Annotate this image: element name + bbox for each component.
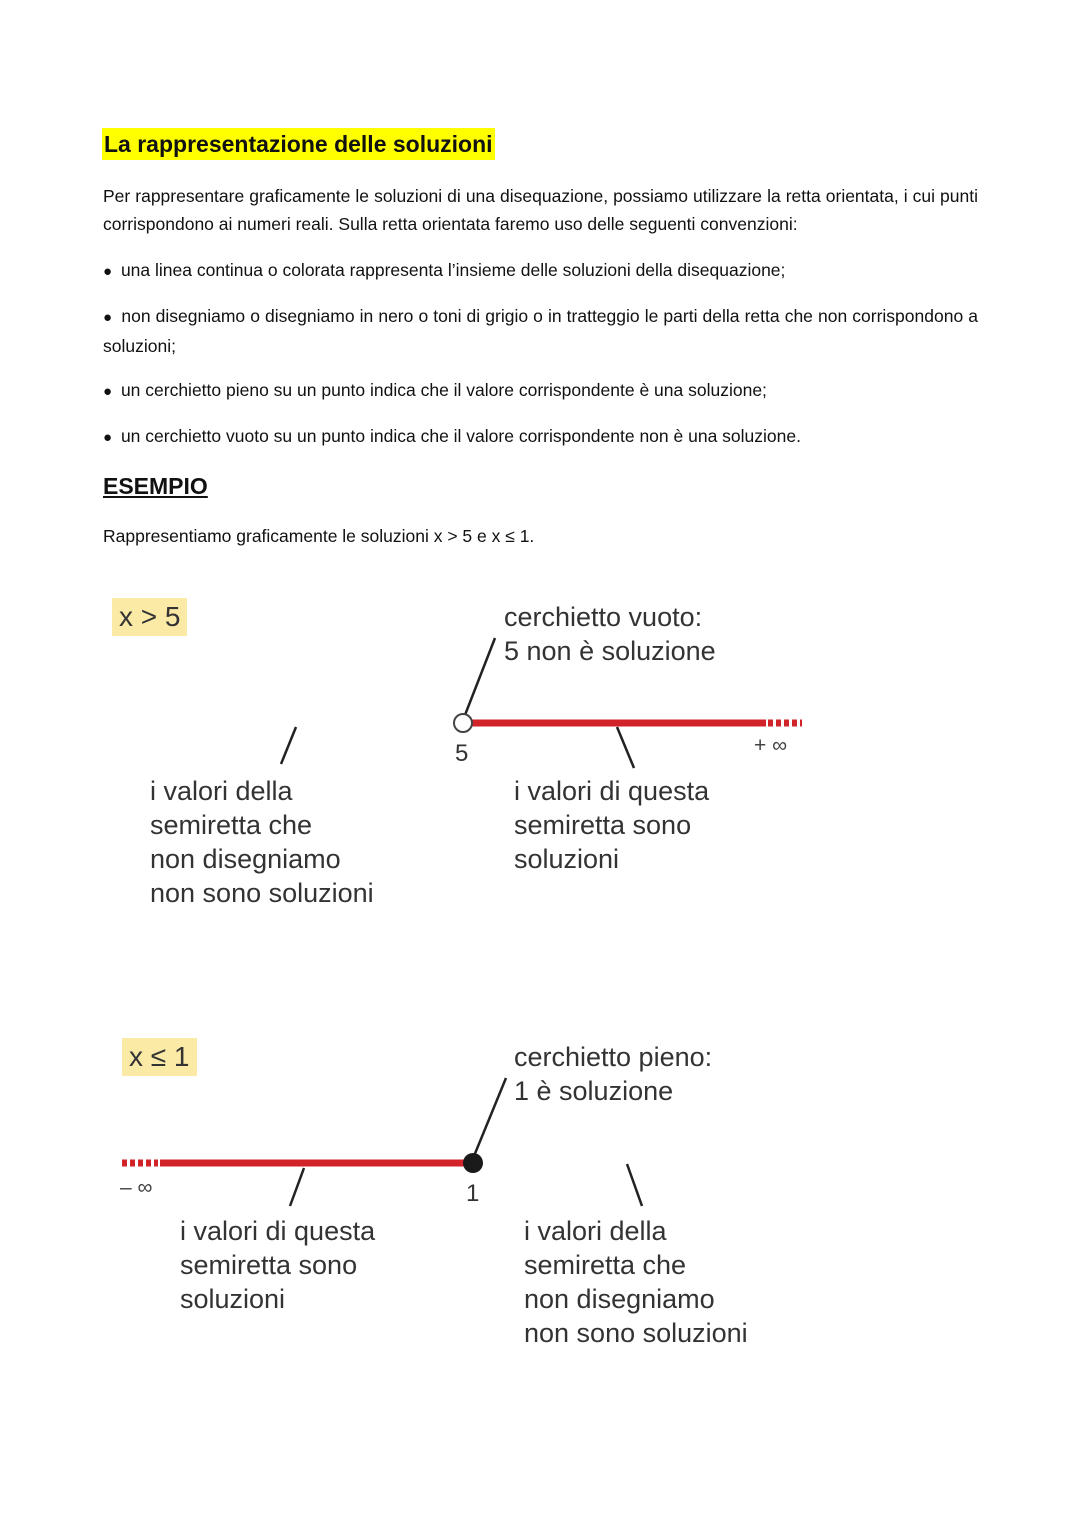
right-note-line: i valori della — [524, 1216, 667, 1246]
infinity-label: + ∞ — [754, 734, 788, 757]
left-note-line: non disegniamo — [150, 844, 341, 874]
circle-note — [514, 1040, 712, 1108]
filled-circle-icon — [463, 1153, 483, 1173]
pointer-line-right-note — [627, 1164, 642, 1206]
pointer-line-circle-note — [474, 1078, 506, 1156]
open-circle-icon — [454, 714, 472, 732]
bullet-icon: ● — [103, 309, 113, 326]
bullet-item — [103, 256, 978, 286]
page-title: La rappresentazione delle soluzioni — [102, 128, 495, 160]
right-note-line: i valori di questa — [514, 776, 710, 806]
circle-note-line: cerchietto pieno: — [514, 1042, 713, 1072]
pointer-line-circle-note — [465, 638, 495, 715]
left-note-line: i valori della — [150, 776, 293, 806]
left-note-line: non sono soluzioni — [150, 878, 374, 908]
right-note-line: non sono soluzioni — [524, 1318, 748, 1348]
bullet-text: una linea continua o colorata rappresenta l’insieme delle soluzioni della disequazione; — [120, 260, 786, 280]
left-note-line: i valori di questa — [180, 1216, 376, 1246]
section-title: ESEMPIO — [103, 473, 208, 499]
number-line-figure-2 — [0, 1030, 1080, 1370]
circle-note — [504, 600, 716, 668]
bullet-text: non disegniamo o disegniamo in nero o toni di grigio o in tratteggio le parti della retta che non corrispondono a soluzioni; — [103, 306, 978, 356]
right-note — [514, 774, 709, 876]
bullet-item — [103, 376, 978, 406]
left-note — [150, 774, 374, 910]
point-label: 1 — [466, 1180, 480, 1207]
bullet-text: un cerchietto pieno su un punto indica che il valore corrispondente è una soluzione; — [120, 380, 767, 400]
number-line-figure-1 — [0, 590, 1080, 930]
intro-paragraph: Per rappresentare graficamente le soluzioni di una disequazione, possiamo utilizzare la retta orientata, i cui punti corrispondono ai numeri reali. Sulla retta orientata faremo uso delle seguenti convenzioni: — [103, 186, 978, 234]
left-note — [180, 1214, 375, 1316]
inequality-tag: x ≤ 1 — [122, 1038, 197, 1076]
right-note-line: semiretta sono — [514, 810, 692, 840]
bullet-text: un cerchietto vuoto su un punto indica che il valore corrispondente non è una soluzione. — [120, 426, 801, 446]
right-note-line: non disegniamo — [524, 1284, 715, 1314]
left-note-line: soluzioni — [180, 1284, 286, 1314]
bullet-item — [103, 422, 978, 452]
bullet-icon: ● — [103, 263, 113, 280]
left-note-line: semiretta che — [150, 810, 313, 840]
circle-note-line: 1 è soluzione — [514, 1076, 674, 1106]
circle-note-line: 5 non è soluzione — [504, 636, 716, 666]
right-note — [524, 1214, 748, 1350]
right-note-line: semiretta che — [524, 1250, 687, 1280]
bullet-icon: ● — [103, 429, 113, 446]
pointer-line-left-note — [290, 1168, 304, 1206]
bullet-icon: ● — [103, 383, 113, 400]
inequality-tag: x > 5 — [112, 598, 187, 636]
point-label: 5 — [455, 740, 469, 767]
example-text: Rappresentiamo graficamente le soluzioni x > 5 e x ≤ 1. — [103, 526, 535, 546]
infinity-label: – ∞ — [120, 1176, 153, 1199]
circle-note-line: cerchietto vuoto: — [504, 602, 703, 632]
left-note-line: semiretta sono — [180, 1250, 358, 1280]
pointer-line-right-note — [617, 727, 634, 768]
right-note-line: soluzioni — [514, 844, 620, 874]
bullet-item — [103, 302, 978, 360]
pointer-line-left-note — [281, 727, 296, 764]
